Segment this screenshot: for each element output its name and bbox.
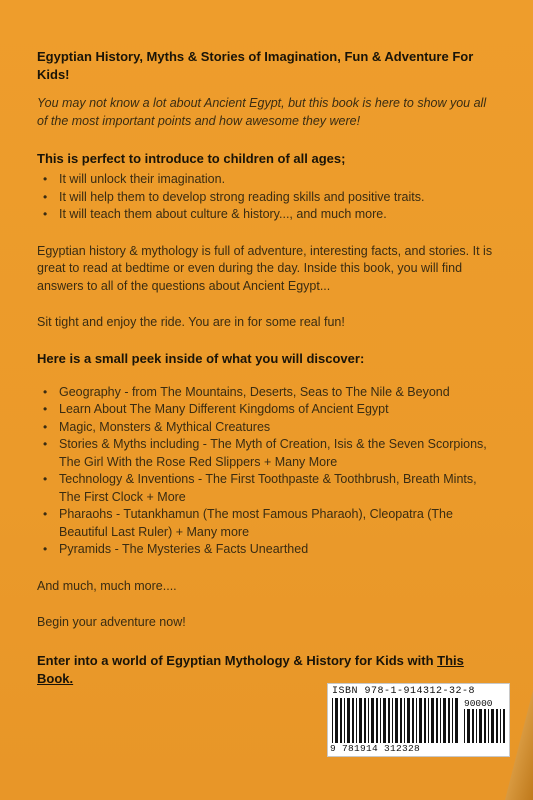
blurb [37,48,497,688]
list-item: • Geography - from The Mountains, Deserts, Seas to The Nile & Beyond [59,384,497,402]
barcode-bar [364,698,366,743]
barcode-bar [428,698,429,743]
bullet-icon: • [43,507,48,521]
barcode-bar [452,698,453,743]
barcode-bar [380,698,381,743]
barcode-bar [416,698,417,743]
cta-text: Enter into a world of Egyptian Mythology & History for Kids with [37,652,438,668]
list-item: • Learn About The Many Different Kingdoms of Ancient Egypt [59,401,497,419]
barcode-bar [436,698,438,743]
addon-digits: 90000 [464,698,493,709]
section2-list [37,384,497,559]
barcode-bar [395,698,398,743]
barcode-bar [347,698,350,743]
barcode-bar [371,698,374,743]
barcode-bar [448,698,450,743]
bullet-icon: • [43,542,48,556]
barcode-bar [443,698,446,743]
barcode-bar [383,698,386,743]
barcode-bar [388,698,390,743]
bullet-icon: • [43,207,48,221]
barcode-bar [407,698,410,743]
ean-digits: 9 781914 312328 [330,743,421,754]
barcode-bar [332,698,333,743]
list-item: • It will teach them about culture & history..., and much more. [59,206,497,224]
paragraph-begin: Begin your adventure now! [37,615,186,629]
isbn-label: ISBN 978-1-914312-32-8 [332,686,476,697]
bullet-icon: • [43,189,48,204]
barcode-bar [440,698,441,743]
list-item: • Magic, Monsters & Mythical Creatures [59,419,497,437]
barcode-bar [368,698,369,743]
barcode-bar [344,698,345,743]
bullet-icon: • [43,172,48,186]
bullet-icon: • [43,437,48,451]
paragraph-history: Egyptian history & mythology is full of adventure, interesting facts, and stories. It is great to read at bedtime or even during the day. Inside this book, you will find answers to all of the questions about Ancient Egypt... [37,243,493,293]
barcode-bar [455,698,458,743]
section1-list [37,171,497,224]
barcode-bar [400,698,402,743]
paragraph-more: And much, much more.... [37,578,177,593]
list-item: • It will unlock their imagination. [59,171,497,189]
barcode-bar [359,698,362,743]
page-curl [463,690,533,800]
barcode-bar [340,698,342,743]
list-item: • Pharaohs - Tutankhamun (The most Famous Pharaoh), Cleopatra (The Beautiful Last Ruler) + Many more [43,507,453,539]
this-book-link[interactable]: This Book. [37,652,464,686]
paragraph-enjoy: Sit tight and enjoy the ride. You are in for some real fun! [37,315,345,329]
bullet-icon: • [43,384,48,399]
bullet-icon: • [43,419,48,434]
barcode-bar [376,698,378,743]
barcode-bar [404,698,405,743]
intro-text: You may not know a lot about Ancient Egypt, but this book is here to show you all of the most important points and how awesome they were! [37,96,487,128]
list-item: • Technology & Inventions - The First Toothpaste & Toothbrush, Breath Mints, The First Clock + More [43,472,477,504]
list-item: • Stories & Myths including - The Myth of Creation, Isis & the Seven Scorpions, The Girl With the Rose Red Slippers + Many More [43,437,487,469]
barcode-bar [431,698,434,743]
barcode-bar [419,698,422,743]
bullet-icon: • [43,402,48,416]
barcode-bar [392,698,393,743]
section1-heading: This is perfect to introduce to children of all ages; [37,151,346,166]
barcode-bar [412,698,414,743]
blurb-title: Egyptian History, Myths & Stories of Imagination, Fun & Adventure For Kids! [37,49,474,82]
section2-heading: Here is a small peek inside of what you will discover: [37,350,365,366]
list-item: • Pyramids - The Mysteries & Facts Unearthed [59,541,497,559]
barcode-bar [352,698,354,743]
barcode-bar [424,698,426,743]
bullet-icon: • [43,472,48,486]
list-item: • It will help them to develop strong reading skills and positive traits. [59,189,497,207]
barcode-bar [356,698,357,743]
barcode-bar [335,698,338,743]
